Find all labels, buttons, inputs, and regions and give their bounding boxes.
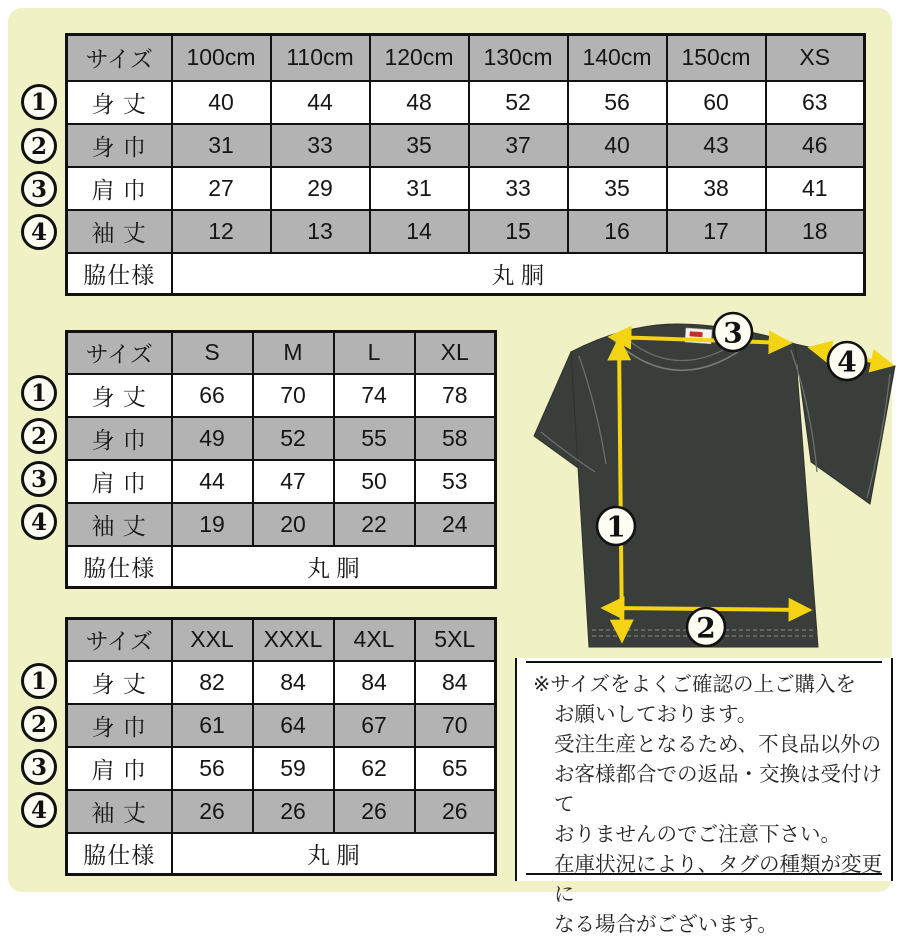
measure-value: 50	[334, 460, 415, 503]
measure-value: 84	[415, 661, 496, 704]
measure-value: 33	[469, 167, 568, 210]
measure-value: 84	[334, 661, 415, 704]
size-header-cell: XXL	[172, 619, 253, 661]
size-column-label: サイズ	[67, 332, 172, 374]
measure-label: 肩 巾	[67, 460, 172, 503]
measure-value: 33	[271, 124, 370, 167]
measure-value: 58	[415, 417, 496, 460]
measure-value: 13	[271, 210, 370, 253]
measure-label: 袖 丈	[67, 210, 172, 253]
tshirt-diagram	[505, 312, 900, 658]
note-line: お願いしております。	[554, 703, 758, 726]
row-marker-3: 3	[21, 749, 57, 785]
measure-value: 48	[370, 81, 469, 124]
measure-value: 74	[334, 374, 415, 417]
size-table	[65, 617, 497, 876]
measure-value: 62	[334, 747, 415, 790]
note-line: 在庫状況により、タグの種類が変更に	[554, 853, 882, 906]
measure-value: 17	[667, 210, 766, 253]
measure-value: 40	[172, 81, 271, 124]
size-header-cell: M	[253, 332, 334, 374]
size-header-cell: XL	[415, 332, 496, 374]
measure-value: 38	[667, 167, 766, 210]
measure-value: 59	[253, 747, 334, 790]
measure-value: 29	[271, 167, 370, 210]
side-spec-value: 丸 胴	[172, 833, 496, 875]
measure-label: 身 巾	[67, 704, 172, 747]
measure-value: 18	[766, 210, 865, 253]
measure-value: 67	[334, 704, 415, 747]
size-header-cell: XS	[766, 35, 865, 81]
svg-text:2: 2	[696, 611, 716, 645]
row-marker-1: 1	[21, 375, 57, 411]
measure-value: 60	[667, 81, 766, 124]
measure-value: 47	[253, 460, 334, 503]
note-line: お客様都合での返品・交換は受付けて	[554, 763, 882, 816]
row-marker-4: 4	[21, 504, 57, 540]
measure-value: 31	[172, 124, 271, 167]
measure-value: 43	[667, 124, 766, 167]
row-marker-4: 4	[21, 214, 57, 250]
measure-value: 12	[172, 210, 271, 253]
note-border-right	[891, 658, 893, 881]
row-marker-1: 1	[21, 663, 57, 699]
size-header-cell: 130cm	[469, 35, 568, 81]
measure-value: 35	[370, 124, 469, 167]
measure-label: 身 丈	[67, 81, 172, 124]
size-header-cell: 120cm	[370, 35, 469, 81]
row-marker-3: 3	[21, 461, 57, 497]
side-spec-value: 丸 胴	[172, 546, 496, 588]
size-table	[65, 33, 866, 296]
measure-label: 身 巾	[67, 124, 172, 167]
measure-value: 82	[172, 661, 253, 704]
measure-value: 56	[172, 747, 253, 790]
note-line: 受注生産となるため、不良品以外の	[554, 733, 882, 756]
diagram-marker-1	[597, 507, 635, 545]
measure-value: 64	[253, 704, 334, 747]
note-border-left	[515, 658, 517, 881]
note-line: ※サイズをよくご確認の上ご購入を	[533, 673, 857, 696]
size-header-cell: 4XL	[334, 619, 415, 661]
size-header-cell: L	[334, 332, 415, 374]
purchase-note-box	[515, 658, 893, 936]
size-column-label: サイズ	[67, 35, 172, 81]
note-line: なる場合がございます。	[554, 913, 778, 936]
measure-label: 袖 丈	[67, 790, 172, 833]
note-line: おりませんのでご注意下さい。	[554, 823, 841, 846]
side-spec-label: 脇仕様	[67, 253, 172, 295]
measure-value: 70	[415, 704, 496, 747]
measure-value: 35	[568, 167, 667, 210]
purchase-note-text	[533, 670, 883, 940]
measure-value: 61	[172, 704, 253, 747]
size-header-cell: 140cm	[568, 35, 667, 81]
size-header-cell: 150cm	[667, 35, 766, 81]
svg-text:1: 1	[606, 510, 626, 544]
size-header-cell: S	[172, 332, 253, 374]
measure-value: 55	[334, 417, 415, 460]
measure-label: 肩 巾	[67, 167, 172, 210]
measure-value: 52	[469, 81, 568, 124]
size-header-cell: XXXL	[253, 619, 334, 661]
measure-value: 31	[370, 167, 469, 210]
measure-value: 53	[415, 460, 496, 503]
measure-value: 84	[253, 661, 334, 704]
measure-value: 56	[568, 81, 667, 124]
measure-value: 40	[568, 124, 667, 167]
measure-value: 65	[415, 747, 496, 790]
row-marker-1: 1	[21, 84, 57, 120]
size-header-cell: 100cm	[172, 35, 271, 81]
measure-value: 26	[415, 790, 496, 833]
measure-value: 15	[469, 210, 568, 253]
measure-value: 16	[568, 210, 667, 253]
row-marker-4: 4	[21, 792, 57, 828]
size-table	[65, 330, 497, 589]
measure-value: 44	[271, 81, 370, 124]
adult-size-table	[65, 330, 497, 589]
measure-label: 肩 巾	[67, 747, 172, 790]
diagram-marker-2	[687, 608, 725, 646]
side-spec-label: 脇仕様	[67, 546, 172, 588]
measure-value: 70	[253, 374, 334, 417]
svg-text:3: 3	[723, 316, 743, 350]
measure-value: 27	[172, 167, 271, 210]
shirt-body	[571, 324, 818, 647]
kids-size-table	[65, 33, 866, 296]
measure-value: 26	[172, 790, 253, 833]
side-spec-label: 脇仕様	[67, 833, 172, 875]
side-spec-value: 丸 胴	[172, 253, 865, 295]
measure-value: 20	[253, 503, 334, 546]
diagram-marker-4	[828, 342, 866, 380]
measure-value: 14	[370, 210, 469, 253]
measure-value: 78	[415, 374, 496, 417]
measure-value: 49	[172, 417, 253, 460]
plus-size-table	[65, 617, 497, 876]
measure-value: 37	[469, 124, 568, 167]
measure-value: 22	[334, 503, 415, 546]
measure-value: 46	[766, 124, 865, 167]
row-marker-3: 3	[21, 171, 57, 207]
diagram-marker-3	[714, 313, 752, 351]
row-marker-2: 2	[21, 128, 57, 164]
note-border-top	[526, 661, 882, 663]
measure-value: 44	[172, 460, 253, 503]
measure-value: 26	[334, 790, 415, 833]
measure-value: 41	[766, 167, 865, 210]
svg-text:4: 4	[837, 345, 857, 379]
measure-value: 52	[253, 417, 334, 460]
size-header-cell: 5XL	[415, 619, 496, 661]
measure-value: 26	[253, 790, 334, 833]
measure-value: 24	[415, 503, 496, 546]
measure-value: 63	[766, 81, 865, 124]
row-marker-2: 2	[21, 706, 57, 742]
measure-value: 19	[172, 503, 253, 546]
measure-label: 袖 丈	[67, 503, 172, 546]
size-header-cell: 110cm	[271, 35, 370, 81]
measure-value: 66	[172, 374, 253, 417]
measure-label: 身 丈	[67, 661, 172, 704]
size-column-label: サイズ	[67, 619, 172, 661]
measure-label: 身 巾	[67, 417, 172, 460]
row-marker-2: 2	[21, 418, 57, 454]
measure-label: 身 丈	[67, 374, 172, 417]
